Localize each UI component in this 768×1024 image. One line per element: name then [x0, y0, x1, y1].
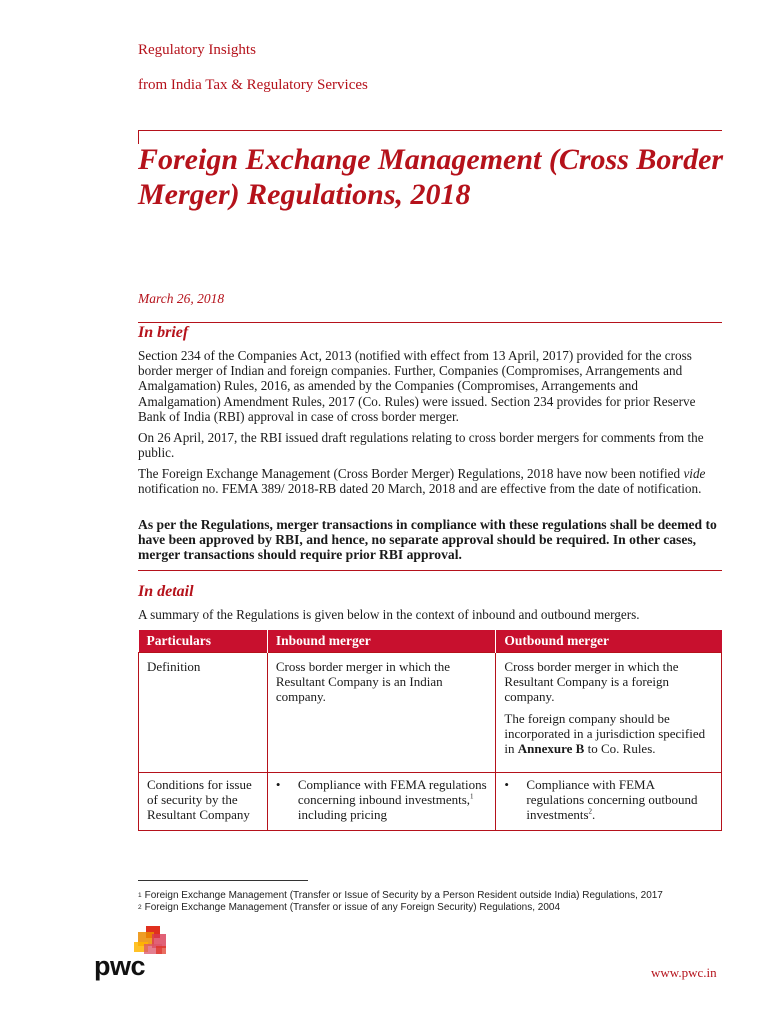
outbound-jurisdiction-part-2: to Co. Rules. [584, 740, 656, 756]
vide-word: vide [683, 466, 706, 481]
cell-inbound-conditions [267, 772, 496, 830]
cell-outbound-definition [496, 652, 722, 772]
title-rule-vertical [138, 130, 139, 144]
bullet-icon: • [275, 776, 281, 792]
detail-intro: A summary of the Regulations is given below in the context of inbound and outbound mergers. [138, 607, 640, 622]
brief-paragraph-3 [138, 466, 722, 496]
bullet-item [276, 777, 488, 822]
footnote-text: Foreign Exchange Management (Transfer or issue of any Foreign Security) Regulations, 2004 [144, 902, 561, 914]
header-line-2: from India Tax & Regulatory Services [138, 77, 368, 93]
annexure-b-reference: Annexure B [517, 740, 585, 756]
table-row [139, 652, 722, 772]
footnote-1 [138, 890, 663, 901]
footnote-ref-2[interactable]: 2 [588, 807, 593, 816]
bullet-icon: • [504, 776, 509, 792]
header-line-1: Regulatory Insights [138, 42, 256, 58]
outbound-conditions-part-2: . [592, 806, 596, 822]
website-link[interactable]: www.pwc.in [651, 965, 717, 980]
brief-paragraph-2: On 26 April, 2017, the RBI issued draft regulations relating to cross border mergers for comments from the public. [138, 430, 704, 461]
publication-date: March 26, 2018 [138, 291, 225, 306]
bullet-item [504, 777, 713, 822]
header-inbound-merger: Inbound merger [267, 630, 496, 652]
outbound-conditions-text [526, 777, 713, 822]
inbound-conditions-part-1: Compliance with FEMA regulations concerning inbound investments, [297, 776, 487, 807]
footnote-2 [138, 902, 560, 913]
in-brief-rule [138, 322, 722, 323]
cell-inbound-definition: Cross border merger in which the Resultant Company is an Indian company. [267, 652, 496, 772]
brief-paragraph-1: Section 234 of the Companies Act, 2013 (notified with effect from 13 April, 2017) provided for the cross border merger of Indian and foreign companies. Further, Companies (Compromises, Arrangements and Amalgamation) Rules, 2016, as amended by the Companies (Compromises, Arrangements and Amalgamation) Amendment Rules, 2017 (Co. Rules) were issued. Section 234 provides for prior Reserve Bank of India (RBI) approval in case of cross border merger. [138, 348, 696, 424]
in-brief-heading: In brief [138, 324, 189, 341]
footnote-number: 1 [138, 892, 142, 899]
outbound-jurisdiction-part-1: The foreign company should be incorporated in a jurisdiction specified in [504, 710, 706, 756]
title-rule [138, 130, 722, 131]
brief-key-statement: As per the Regulations, merger transactions in compliance with these regulations shall be deemed to have been approved by RBI, and hence, no separate approval should be required. In other cases, merger transactions should require prior RBI approval. [138, 517, 717, 563]
brief-paragraph-3-part-1: The Foreign Exchange Management (Cross Border Merger) Regulations, 2018 have now been notified [138, 466, 684, 481]
footnote-text: Foreign Exchange Management (Transfer or Issue of Security by a Person Resident outside India) Regulations, 2017 [144, 890, 663, 902]
document-title: Foreign Exchange Management (Cross Border Merger) Regulations, 2018 [138, 143, 724, 211]
inbound-conditions-part-2: including pricing [297, 806, 388, 822]
table-header-row [139, 630, 722, 652]
inbound-conditions-text [298, 777, 488, 822]
outbound-jurisdiction-text [504, 711, 713, 756]
header-outbound-merger: Outbound merger [496, 630, 722, 652]
footnote-ref-1[interactable]: 1 [470, 792, 474, 801]
brief-paragraph-3-part-2: notification no. FEMA 389/ 2018-RB dated 20 March, 2018 and are effective from the date of notification. [138, 481, 702, 497]
cell-particular-conditions: Conditions for issue of security by the Resultant Company [139, 772, 268, 830]
outbound-conditions-part-1: Compliance with FEMA regulations concerning outbound investments [526, 776, 698, 822]
footnote-number: 2 [138, 904, 142, 911]
in-detail-heading: In detail [138, 583, 194, 600]
cell-outbound-conditions [496, 772, 722, 830]
footnote-separator [138, 880, 308, 881]
outbound-definition-text: Cross border merger in which the Resultant Company is a foreign company. [504, 658, 679, 704]
pwc-logo-wordmark: pwc [94, 951, 146, 981]
cell-particular-definition: Definition [139, 652, 268, 772]
in-detail-rule [138, 570, 722, 571]
table-row [139, 772, 722, 830]
header-particulars: Particulars [139, 630, 268, 652]
summary-table [138, 630, 722, 831]
